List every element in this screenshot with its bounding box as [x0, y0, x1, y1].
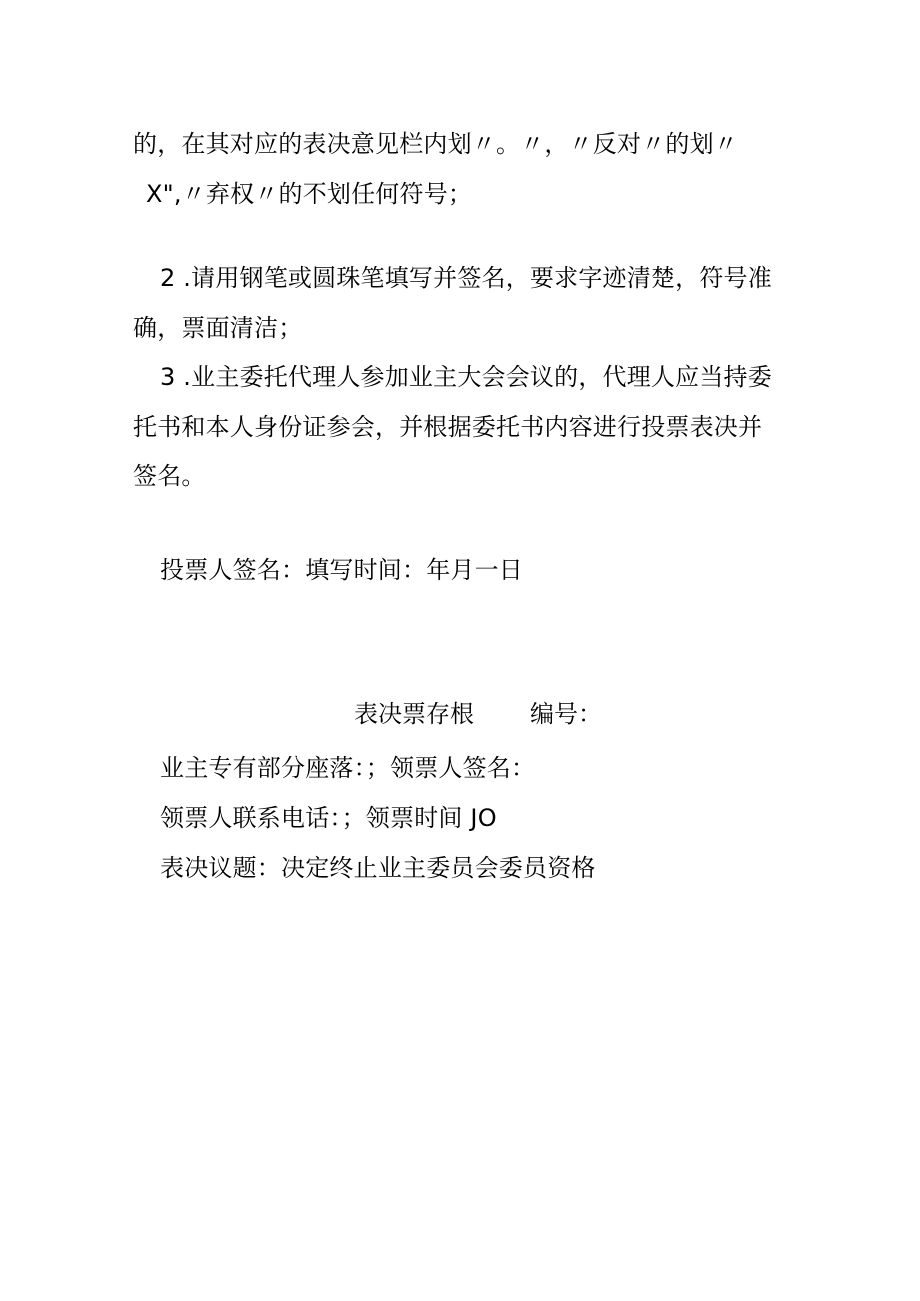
stub-title: 表决票存根: [354, 700, 474, 728]
instruction-line-1a: 的，在其对应的表决意见栏内划〃。〃，〃反对〃的划〃: [133, 130, 738, 158]
stub-topic-line: 表决议题：决定终止业主委员会委员资格: [160, 854, 596, 882]
signature-line: 投票人签名：填写时间：年月一日: [160, 556, 523, 584]
instruction-item-3a: 3 .业主委托代理人参加业主大会会议的，代理人应当持委: [160, 363, 772, 391]
stub-property-line: 业主专有部分座落：；领票人签名：: [160, 754, 536, 782]
instruction-item-3b: 托书和本人身份证参会，并根据委托书内容进行投票表决并: [133, 413, 763, 441]
instruction-line-1b: X",〃弃权〃的不划任何符号；: [146, 180, 473, 208]
stub-number-label: 编号：: [530, 700, 602, 728]
instruction-item-2a: 2 .请用钢笔或圆珠笔填写并签名，要求字迹清楚，符号准: [160, 264, 772, 292]
stub-contact-line: 领票人联系电话：；领票时间 JO: [160, 804, 497, 832]
instruction-item-2b: 确，票面清洁；: [133, 314, 303, 342]
instruction-item-3c: 签名。: [133, 462, 206, 490]
